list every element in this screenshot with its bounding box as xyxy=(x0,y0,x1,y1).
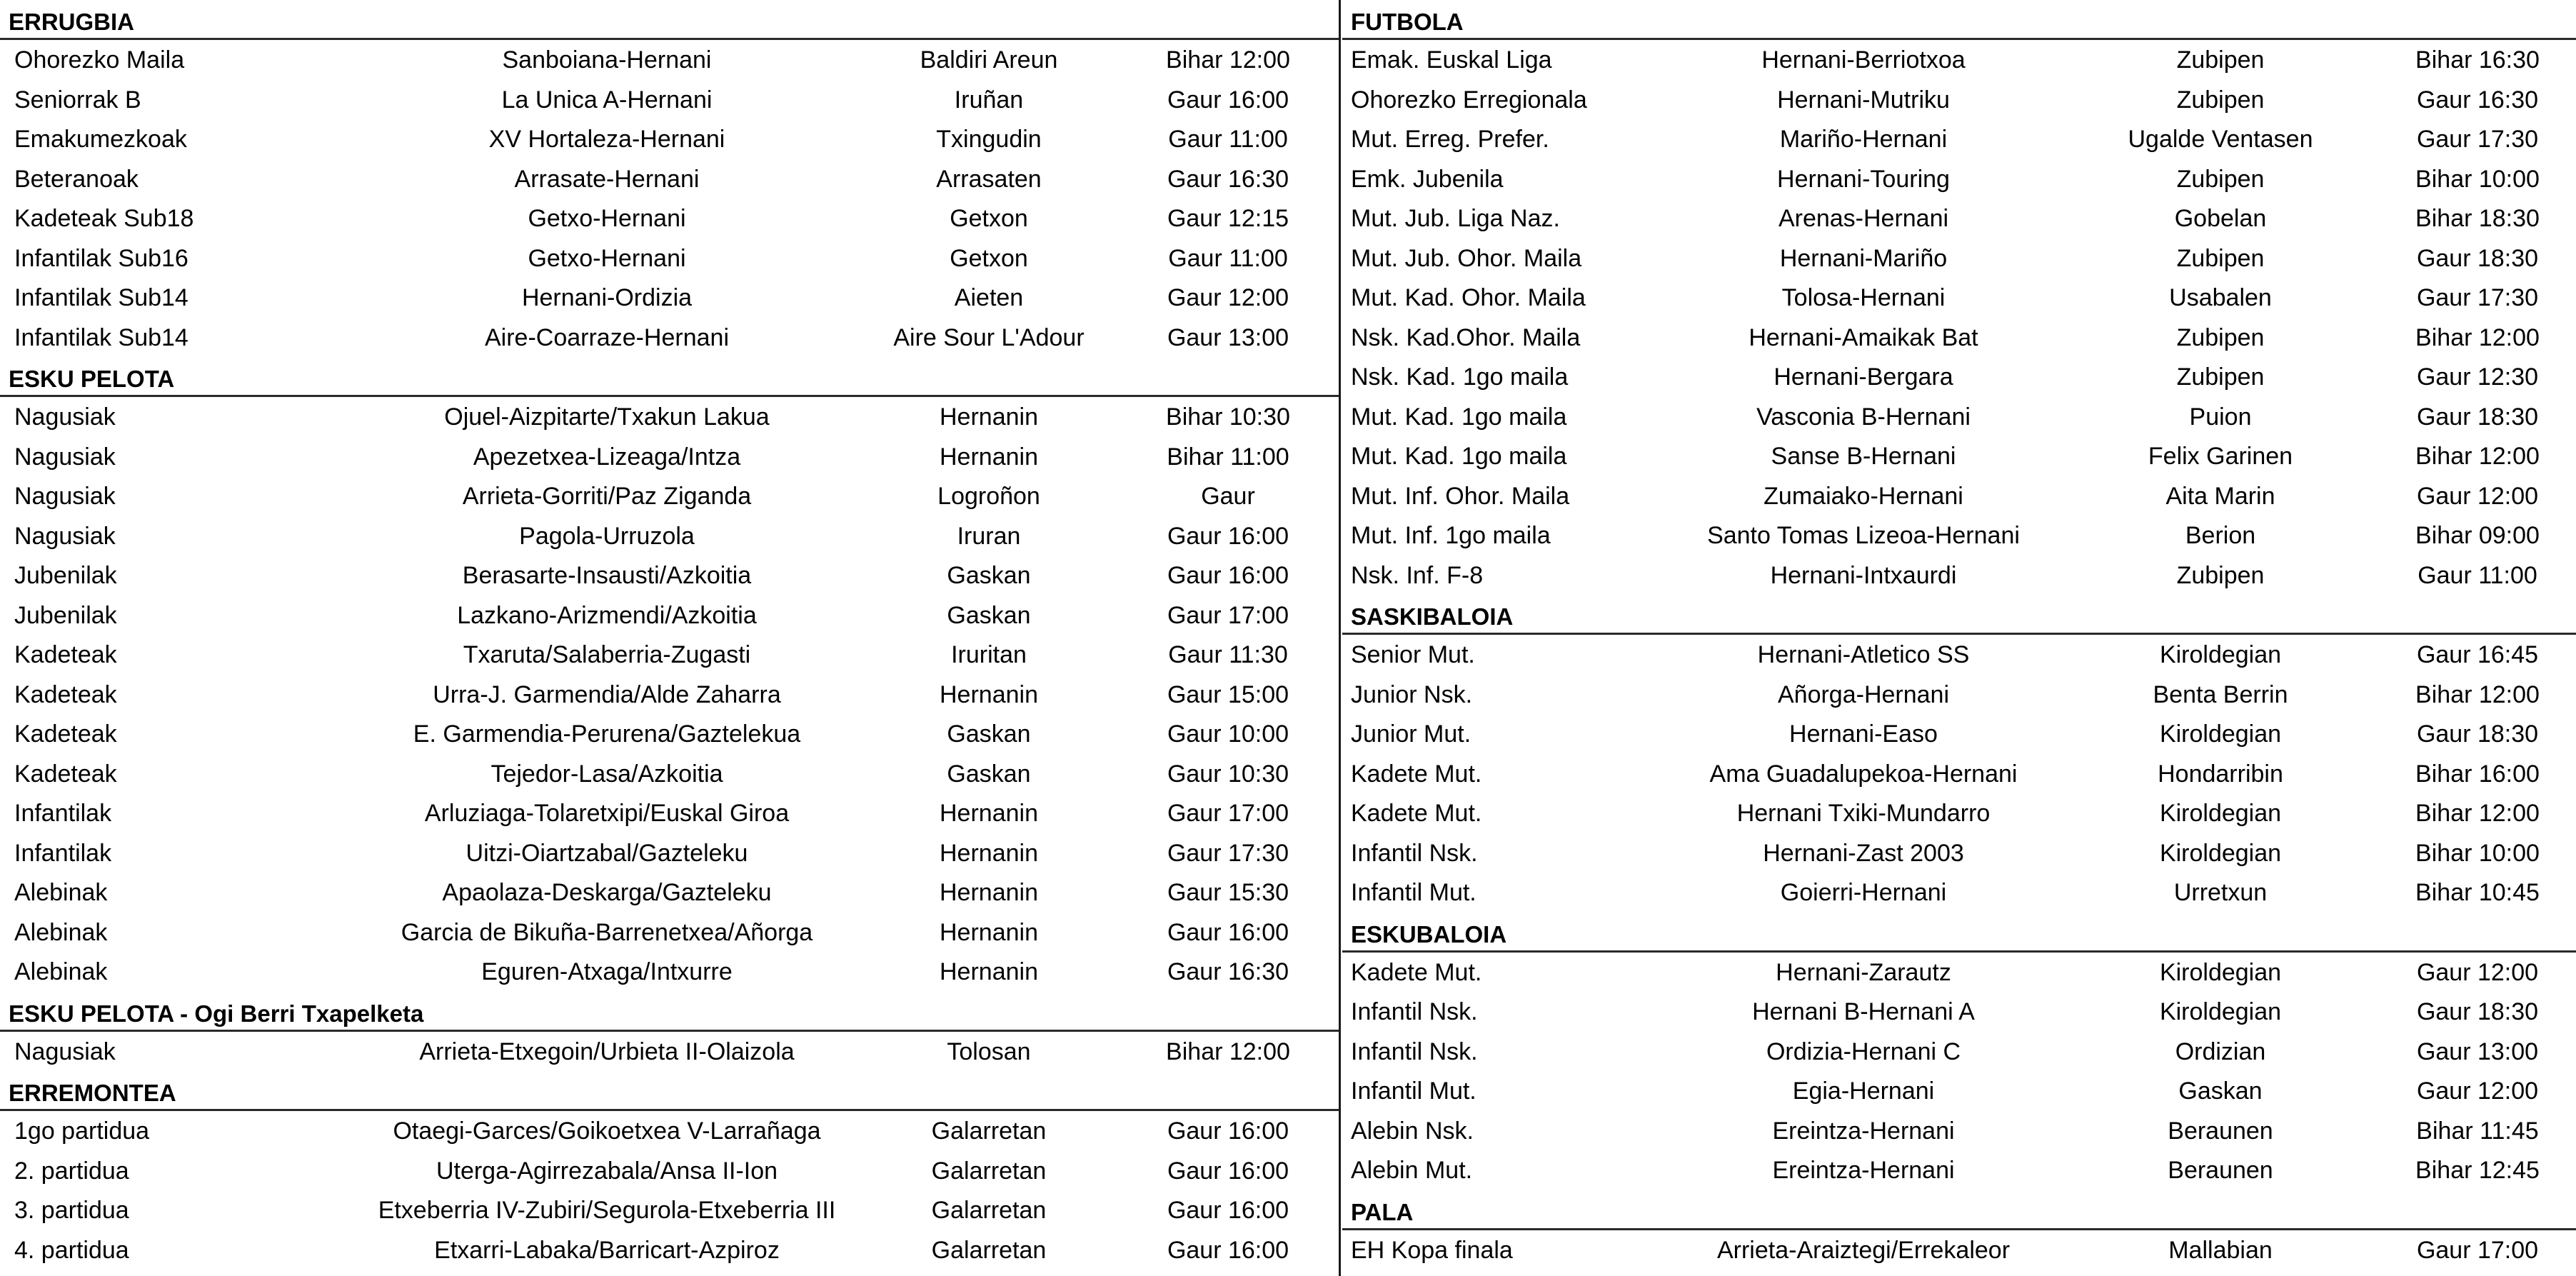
venue-cell: Galarretan xyxy=(931,1236,1047,1264)
match-cell: Hernani-Easo xyxy=(1789,720,1938,748)
category-cell: Kadeteak xyxy=(14,641,117,668)
venue-cell: Hernanin xyxy=(940,403,1038,431)
match-cell: Goierri-Hernani xyxy=(1780,879,1947,906)
table-row xyxy=(0,119,1339,159)
category-cell: Mut. Erreg. Prefer. xyxy=(1351,126,1549,153)
venue-cell: Hernanin xyxy=(940,879,1038,906)
match-cell: Ordizia-Hernani C xyxy=(1766,1038,1961,1065)
venue-cell: Iruritan xyxy=(951,641,1027,668)
match-cell: E. Garmendia-Perurena/Gaztelekua xyxy=(413,720,801,748)
category-cell: 3. partidua xyxy=(14,1197,129,1224)
match-cell: Arenas-Hernani xyxy=(1778,205,1949,232)
match-cell: Txaruta/Salaberria-Zugasti xyxy=(463,641,751,668)
match-cell: Hernani-Mutriku xyxy=(1777,86,1950,114)
table-row xyxy=(0,873,1339,913)
section-title: ERREMONTEA xyxy=(0,1071,1339,1111)
match-cell: Arrieta-Etxegoin/Urbieta II-Olaizola xyxy=(419,1038,795,1065)
time-cell: Gaur 17:00 xyxy=(1167,601,1289,629)
time-cell: Gaur 17:30 xyxy=(2416,126,2539,153)
time-cell: Bihar 12:00 xyxy=(2415,800,2540,827)
match-cell: Ereintza-Hernani xyxy=(1772,1157,1955,1184)
table-row xyxy=(0,1230,1339,1270)
match-cell: Aire-Coarraze-Hernani xyxy=(484,323,729,351)
match-cell: Hernani-Zarautz xyxy=(1776,958,1951,986)
category-cell: Infantilak xyxy=(14,839,112,867)
venue-cell: Kiroldegian xyxy=(2159,839,2282,867)
time-cell: Bihar 10:00 xyxy=(2415,165,2540,193)
category-cell: Nagusiak xyxy=(14,522,116,550)
time-cell: Gaur 11:00 xyxy=(1168,244,1288,272)
category-cell: Mut. Kad. 1go maila xyxy=(1351,403,1567,431)
match-cell: Hernani-Intxaurdi xyxy=(1770,561,1957,589)
category-cell: Infantilak Sub16 xyxy=(14,244,188,272)
time-cell: Bihar 09:00 xyxy=(2415,522,2540,549)
table-row xyxy=(0,1151,1339,1191)
match-cell: Hernani Txiki-Mundarro xyxy=(1736,800,1991,827)
match-cell: Zumaiako-Hernani xyxy=(1764,482,1963,510)
table-row xyxy=(0,437,1339,477)
table-row xyxy=(1342,357,2576,397)
venue-cell: Hernanin xyxy=(940,918,1038,946)
venue-cell: Usabalen xyxy=(2169,284,2272,311)
table-row xyxy=(0,397,1339,437)
venue-cell: Gaskan xyxy=(2178,1077,2263,1105)
table-row xyxy=(1342,1032,2576,1072)
venue-cell: Zubipen xyxy=(2176,86,2265,114)
category-cell: Ohorezko Maila xyxy=(14,46,185,74)
table-row xyxy=(1342,953,2576,993)
category-cell: 4. partidua xyxy=(14,1236,129,1264)
time-cell: Gaur 18:30 xyxy=(2416,998,2539,1025)
match-cell: Ojuel-Aizpitarte/Txakun Lakua xyxy=(444,403,770,431)
venue-cell: Tolosan xyxy=(947,1038,1031,1065)
table-row xyxy=(0,556,1339,596)
table-row xyxy=(1342,1150,2576,1190)
time-cell: Gaur 18:30 xyxy=(2416,244,2539,272)
section-title: ESKUBALOIA xyxy=(1342,913,2576,953)
match-cell: Eguren-Atxaga/Intxurre xyxy=(481,958,733,985)
venue-cell: Hernanin xyxy=(940,443,1038,471)
venue-cell: Felix Garinen xyxy=(2148,443,2293,470)
match-cell: Tejedor-Lasa/Azkoitia xyxy=(490,760,723,788)
venue-cell: Hernanin xyxy=(940,800,1038,827)
match-cell: Otaegi-Garces/Goikoetxea V-Larrañaga xyxy=(393,1117,821,1145)
venue-cell: Arrasaten xyxy=(936,165,1042,193)
category-cell: Mut. Kad. Ohor. Maila xyxy=(1351,284,1586,311)
time-cell: Gaur 16:00 xyxy=(1167,918,1289,946)
category-cell: Kadeteak Sub18 xyxy=(14,205,194,232)
category-cell: Emk. Jubenila xyxy=(1351,165,1504,193)
table-row xyxy=(1342,1230,2576,1270)
match-cell: Hernani-Berriotxoa xyxy=(1761,46,1966,74)
venue-cell: Gaskan xyxy=(947,720,1031,748)
table-row xyxy=(1342,833,2576,873)
table-row xyxy=(0,476,1339,516)
table-row xyxy=(1342,1071,2576,1111)
match-cell: Arrasate-Hernani xyxy=(514,165,700,193)
category-cell: Infantilak Sub14 xyxy=(14,323,188,351)
venue-cell: Hernanin xyxy=(940,958,1038,985)
match-cell: Uterga-Agirrezabala/Ansa II-Ion xyxy=(436,1157,778,1185)
time-cell: Gaur 16:00 xyxy=(1167,1117,1289,1145)
table-row xyxy=(1342,318,2576,358)
venue-cell: Gobelan xyxy=(2174,205,2267,232)
category-cell: Seniorrak B xyxy=(14,86,141,114)
venue-cell: Kiroldegian xyxy=(2159,800,2282,827)
venue-cell: Aire Sour L'Adour xyxy=(893,323,1085,351)
venue-cell: Zubipen xyxy=(2176,244,2265,272)
venue-cell: Galarretan xyxy=(931,1117,1047,1145)
venue-cell: Zubipen xyxy=(2176,46,2265,74)
match-cell: Getxo-Hernani xyxy=(528,244,686,272)
match-cell: Apezetxea-Lizeaga/Intza xyxy=(473,443,741,471)
table-row xyxy=(1342,80,2576,120)
time-cell: Gaur 16:00 xyxy=(1167,1197,1289,1224)
table-row xyxy=(0,1190,1339,1230)
table-row xyxy=(0,714,1339,754)
venue-cell: Kiroldegian xyxy=(2159,958,2282,986)
time-cell: Bihar 16:00 xyxy=(2415,760,2540,788)
table-row xyxy=(0,278,1339,318)
category-cell: Infantilak xyxy=(14,800,112,827)
match-cell: La Unica A-Hernani xyxy=(501,86,713,114)
table-row xyxy=(1342,199,2576,238)
venue-cell: Ugalde Ventasen xyxy=(2128,126,2313,153)
time-cell: Gaur 18:30 xyxy=(2416,403,2539,431)
venue-cell: Galarretan xyxy=(931,1197,1047,1224)
time-cell: Bihar 12:45 xyxy=(2415,1157,2540,1184)
section-title: ESKU PELOTA - Ogi Berri Txapelketa xyxy=(0,992,1339,1032)
category-cell: Kadete Mut. xyxy=(1351,760,1482,788)
category-cell: Mut. Inf. 1go maila xyxy=(1351,522,1551,549)
match-cell: Mariño-Hernani xyxy=(1779,126,1948,153)
time-cell: Bihar 12:00 xyxy=(2415,323,2540,351)
venue-cell: Zubipen xyxy=(2176,363,2265,391)
time-cell: Bihar 12:00 xyxy=(2415,680,2540,708)
time-cell: Bihar 11:00 xyxy=(1167,443,1289,471)
match-cell: Santo Tomas Lizeoa-Hernani xyxy=(1707,522,2020,549)
match-cell: Añorga-Hernani xyxy=(1777,680,1950,708)
table-row xyxy=(1342,675,2576,715)
match-cell: Pagola-Urruzola xyxy=(519,522,695,550)
table-row xyxy=(1342,1111,2576,1151)
category-cell: 1go partidua xyxy=(14,1117,150,1145)
match-cell: Vasconia B-Hernani xyxy=(1756,403,1971,431)
match-cell: Hernani-Ordizia xyxy=(521,284,693,311)
time-cell: Gaur 17:30 xyxy=(2416,284,2539,311)
category-cell: Infantil Mut. xyxy=(1351,1077,1476,1105)
time-cell: Bihar 18:30 xyxy=(2415,205,2540,232)
category-cell: Emak. Euskal Liga xyxy=(1351,46,1552,74)
section-title: PALA xyxy=(1342,1190,2576,1230)
venue-cell: Getxon xyxy=(950,244,1028,272)
time-cell: Gaur 12:30 xyxy=(2416,363,2539,391)
table-row xyxy=(1342,556,2576,596)
category-cell: Junior Nsk. xyxy=(1351,680,1473,708)
venue-cell: Ordizian xyxy=(2175,1038,2266,1065)
table-row xyxy=(1342,754,2576,794)
venue-cell: Hernanin xyxy=(940,839,1038,867)
time-cell: Bihar 16:30 xyxy=(2415,46,2540,74)
table-row xyxy=(0,754,1339,794)
category-cell: Nsk. Inf. F-8 xyxy=(1351,561,1484,589)
category-cell: Infantil Nsk. xyxy=(1351,839,1478,867)
table-row xyxy=(1342,278,2576,318)
table-row xyxy=(0,318,1339,358)
category-cell: Kadeteak xyxy=(14,760,117,788)
category-cell: Infantil Nsk. xyxy=(1351,998,1478,1025)
venue-cell: Benta Berrin xyxy=(2153,680,2288,708)
category-cell: 2. partidua xyxy=(14,1157,129,1185)
match-cell: Ereintza-Hernani xyxy=(1772,1117,1955,1145)
match-cell: Tolosa-Hernani xyxy=(1781,284,1946,311)
time-cell: Gaur 12:15 xyxy=(1167,205,1289,232)
venue-cell: Beraunen xyxy=(2168,1117,2273,1145)
venue-cell: Aieten xyxy=(954,284,1024,311)
match-cell: Hernani B-Hernani A xyxy=(1752,998,1975,1025)
time-cell: Gaur 16:00 xyxy=(1167,1236,1289,1264)
table-row xyxy=(0,159,1339,199)
category-cell: Infantilak Sub14 xyxy=(14,284,188,311)
category-cell: Emakumezkoak xyxy=(14,126,187,153)
time-cell: Bihar 10:45 xyxy=(2415,879,2540,906)
time-cell: Gaur 16:30 xyxy=(2416,86,2539,114)
time-cell: Gaur 16:30 xyxy=(1167,165,1289,193)
table-row xyxy=(0,833,1339,873)
match-cell: Garcia de Bikuña-Barrenetxea/Añorga xyxy=(401,918,813,946)
table-row xyxy=(0,793,1339,833)
venue-cell: Zubipen xyxy=(2176,165,2265,193)
venue-cell: Kiroldegian xyxy=(2159,720,2282,748)
time-cell: Bihar 12:00 xyxy=(1166,1038,1290,1065)
table-row xyxy=(0,80,1339,120)
category-cell: Alebinak xyxy=(14,918,108,946)
category-cell: Mut. Inf. Ohor. Maila xyxy=(1351,482,1570,510)
table-row xyxy=(0,913,1339,953)
section-title: ESKU PELOTA xyxy=(0,357,1339,397)
category-cell: Mut. Kad. 1go maila xyxy=(1351,443,1567,470)
category-cell: Nagusiak xyxy=(14,483,116,510)
time-cell: Gaur 11:30 xyxy=(1168,641,1288,668)
table-row xyxy=(1342,436,2576,476)
time-cell: Gaur 17:00 xyxy=(2416,1236,2539,1264)
time-cell: Bihar 11:45 xyxy=(2416,1117,2539,1145)
time-cell: Gaur xyxy=(1201,483,1255,510)
venue-cell: Zubipen xyxy=(2176,561,2265,589)
match-cell: Egia-Hernani xyxy=(1792,1077,1935,1105)
venue-cell: Iruran xyxy=(957,522,1021,550)
match-cell: Sanse B-Hernani xyxy=(1771,443,1956,470)
venue-cell: Baldiri Areun xyxy=(920,46,1058,74)
venue-cell: Hondarribin xyxy=(2158,760,2283,788)
match-cell: Sanboiana-Hernani xyxy=(502,46,712,74)
category-cell: Ohorezko Erregionala xyxy=(1351,86,1587,114)
time-cell: Gaur 11:00 xyxy=(2417,561,2537,589)
time-cell: Gaur 16:45 xyxy=(2416,641,2539,668)
category-cell: Alebin Mut. xyxy=(1351,1157,1473,1184)
match-cell: Arluziaga-Tolaretxipi/Euskal Giroa xyxy=(424,800,790,827)
table-row xyxy=(0,40,1339,80)
match-cell: Arrieta-Araiztegi/Errekaleor xyxy=(1716,1236,2011,1264)
venue-cell: Getxon xyxy=(950,205,1028,232)
table-row xyxy=(1342,873,2576,913)
table-row xyxy=(0,635,1339,675)
venue-cell: Zubipen xyxy=(2176,323,2265,351)
time-cell: Gaur 12:00 xyxy=(1167,284,1289,311)
category-cell: Jubenilak xyxy=(14,562,117,589)
column-divider xyxy=(1339,0,1341,1276)
time-cell: Gaur 13:00 xyxy=(2416,1038,2539,1065)
category-cell: Nagusiak xyxy=(14,1038,116,1065)
section-title: ERRUGBIA xyxy=(0,0,1339,40)
category-cell: Kadete Mut. xyxy=(1351,800,1482,827)
match-cell: Ama Guadalupekoa-Hernani xyxy=(1709,760,2018,788)
table-row xyxy=(0,596,1339,636)
venue-cell: Puion xyxy=(2189,403,2252,431)
match-cell: Etxarri-Labaka/Barricart-Azpiroz xyxy=(434,1236,780,1264)
venue-cell: Hernanin xyxy=(940,680,1038,708)
table-row xyxy=(0,952,1339,992)
venue-cell: Galarretan xyxy=(931,1157,1047,1185)
time-cell: Gaur 16:30 xyxy=(1167,958,1289,985)
venue-cell: Beraunen xyxy=(2168,1157,2273,1184)
category-cell: EH Kopa finala xyxy=(1351,1236,1513,1264)
venue-cell: Berion xyxy=(2185,522,2256,549)
table-row xyxy=(1342,476,2576,516)
category-cell: Infantil Nsk. xyxy=(1351,1038,1478,1065)
time-cell: Gaur 12:00 xyxy=(2416,482,2539,510)
time-cell: Gaur 16:00 xyxy=(1167,562,1289,589)
time-cell: Gaur 17:00 xyxy=(1167,800,1289,827)
table-row xyxy=(1342,516,2576,556)
venue-cell: Gaskan xyxy=(947,562,1031,589)
time-cell: Gaur 10:30 xyxy=(1167,760,1289,788)
category-cell: Senior Mut. xyxy=(1351,641,1475,668)
table-row xyxy=(0,675,1339,715)
table-row xyxy=(0,1032,1339,1072)
category-cell: Nagusiak xyxy=(14,443,116,471)
match-cell: Hernani-Zast 2003 xyxy=(1763,839,1964,867)
time-cell: Gaur 18:30 xyxy=(2416,720,2539,748)
table-row xyxy=(1342,159,2576,199)
match-cell: Etxeberria IV-Zubiri/Segurola-Etxeberria III xyxy=(378,1197,836,1224)
match-cell: Uitzi-Oiartzabal/Gazteleku xyxy=(466,839,748,867)
category-cell: Alebinak xyxy=(14,958,108,985)
table-row xyxy=(1342,714,2576,754)
table-row xyxy=(1342,238,2576,278)
match-cell: Arrieta-Gorriti/Paz Ziganda xyxy=(462,483,752,510)
time-cell: Gaur 11:00 xyxy=(1168,126,1288,153)
category-cell: Kadeteak xyxy=(14,720,117,748)
venue-cell: Logroñon xyxy=(937,483,1040,510)
category-cell: Nsk. Kad. 1go maila xyxy=(1351,363,1569,391)
time-cell: Gaur 16:00 xyxy=(1167,86,1289,114)
category-cell: Nagusiak xyxy=(14,403,116,431)
venue-cell: Txingudin xyxy=(936,126,1042,153)
category-cell: Beteranoak xyxy=(14,165,139,193)
match-cell: Hernani-Bergara xyxy=(1773,363,1953,391)
match-cell: Hernani-Amaikak Bat xyxy=(1749,323,1978,351)
category-cell: Kadete Mut. xyxy=(1351,958,1482,986)
venue-cell: Gaskan xyxy=(947,601,1031,629)
category-cell: Nsk. Kad.Ohor. Maila xyxy=(1351,323,1581,351)
table-row xyxy=(1342,992,2576,1032)
time-cell: Gaur 13:00 xyxy=(1167,323,1289,351)
category-cell: Infantil Mut. xyxy=(1351,879,1476,906)
time-cell: Gaur 12:00 xyxy=(2416,958,2539,986)
time-cell: Gaur 16:00 xyxy=(1167,1157,1289,1185)
table-row xyxy=(0,199,1339,238)
venue-cell: Aita Marin xyxy=(2165,482,2275,510)
category-cell: Alebin Nsk. xyxy=(1351,1117,1474,1145)
match-cell: Apaolaza-Deskarga/Gazteleku xyxy=(442,879,772,906)
match-cell: Hernani-Mariño xyxy=(1779,244,1948,272)
table-row xyxy=(0,516,1339,556)
match-cell: Hernani-Atletico SS xyxy=(1757,641,1970,668)
time-cell: Bihar 12:00 xyxy=(2415,443,2540,470)
match-cell: Lazkano-Arizmendi/Azkoitia xyxy=(457,601,757,629)
venue-cell: Mallabian xyxy=(2168,1236,2273,1264)
venue-cell: Gaskan xyxy=(947,760,1031,788)
table-row xyxy=(1342,635,2576,675)
time-cell: Gaur 16:00 xyxy=(1167,522,1289,550)
table-row xyxy=(1342,40,2576,80)
section-title: FUTBOLA xyxy=(1342,0,2576,40)
venue-cell: Urretxun xyxy=(2173,879,2268,906)
time-cell: Bihar 10:00 xyxy=(2415,839,2540,867)
time-cell: Gaur 15:30 xyxy=(1167,879,1289,906)
time-cell: Gaur 10:00 xyxy=(1167,720,1289,748)
time-cell: Gaur 15:00 xyxy=(1167,680,1289,708)
right-column xyxy=(1342,0,2576,1270)
table-row xyxy=(0,238,1339,278)
match-cell: Urra-J. Garmendia/Alde Zaharra xyxy=(433,680,781,708)
table-row xyxy=(0,1111,1339,1151)
venue-cell: Kiroldegian xyxy=(2159,641,2282,668)
category-cell: Mut. Jub. Liga Naz. xyxy=(1351,205,1560,232)
table-row xyxy=(1342,119,2576,159)
match-cell: Getxo-Hernani xyxy=(528,205,686,232)
match-cell: Berasarte-Insausti/Azkoitia xyxy=(462,562,752,589)
match-cell: Hernani-Touring xyxy=(1777,165,1950,193)
category-cell: Junior Mut. xyxy=(1351,720,1471,748)
table-row xyxy=(1342,793,2576,833)
time-cell: Gaur 12:00 xyxy=(2416,1077,2539,1105)
venue-cell: Kiroldegian xyxy=(2159,998,2282,1025)
category-cell: Jubenilak xyxy=(14,601,117,629)
time-cell: Bihar 12:00 xyxy=(1166,46,1290,74)
category-cell: Kadeteak xyxy=(14,680,117,708)
time-cell: Gaur 17:30 xyxy=(1167,839,1289,867)
match-cell: XV Hortaleza-Hernani xyxy=(488,126,725,153)
section-title: SASKIBALOIA xyxy=(1342,595,2576,635)
category-cell: Mut. Jub. Ohor. Maila xyxy=(1351,244,1582,272)
table-row xyxy=(1342,397,2576,437)
category-cell: Alebinak xyxy=(14,879,108,906)
venue-cell: Iruñan xyxy=(954,86,1024,114)
time-cell: Bihar 10:30 xyxy=(1166,403,1290,431)
